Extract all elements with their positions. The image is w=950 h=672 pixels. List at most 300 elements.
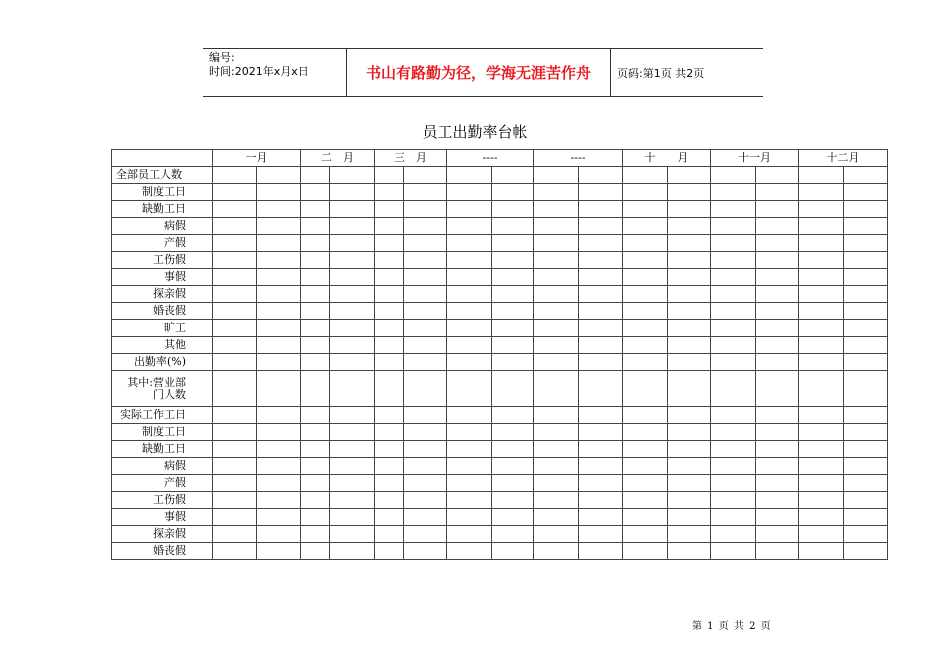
- data-cell[interactable]: [668, 218, 711, 235]
- data-cell[interactable]: [301, 371, 330, 407]
- data-cell[interactable]: [756, 167, 799, 184]
- data-cell[interactable]: [844, 303, 888, 320]
- data-cell[interactable]: [492, 526, 534, 543]
- data-cell[interactable]: [711, 286, 756, 303]
- data-cell[interactable]: [213, 475, 257, 492]
- data-cell[interactable]: [756, 337, 799, 354]
- data-cell[interactable]: [375, 526, 404, 543]
- data-cell[interactable]: [799, 337, 844, 354]
- data-cell[interactable]: [375, 371, 404, 407]
- data-cell[interactable]: [623, 354, 668, 371]
- data-cell[interactable]: [330, 269, 375, 286]
- data-cell[interactable]: [844, 475, 888, 492]
- data-cell[interactable]: [330, 509, 375, 526]
- data-cell[interactable]: [799, 354, 844, 371]
- data-cell[interactable]: [213, 458, 257, 475]
- data-cell[interactable]: [330, 184, 375, 201]
- data-cell[interactable]: [404, 475, 447, 492]
- data-cell[interactable]: [623, 235, 668, 252]
- data-cell[interactable]: [668, 407, 711, 424]
- data-cell[interactable]: [623, 526, 668, 543]
- data-cell[interactable]: [711, 475, 756, 492]
- data-cell[interactable]: [756, 269, 799, 286]
- data-cell[interactable]: [756, 371, 799, 407]
- data-cell[interactable]: [579, 526, 623, 543]
- data-cell[interactable]: [492, 354, 534, 371]
- data-cell[interactable]: [404, 526, 447, 543]
- data-cell[interactable]: [756, 492, 799, 509]
- data-cell[interactable]: [257, 218, 301, 235]
- data-cell[interactable]: [799, 407, 844, 424]
- data-cell[interactable]: [330, 167, 375, 184]
- data-cell[interactable]: [213, 235, 257, 252]
- data-cell[interactable]: [623, 543, 668, 560]
- data-cell[interactable]: [404, 235, 447, 252]
- data-cell[interactable]: [375, 441, 404, 458]
- data-cell[interactable]: [301, 492, 330, 509]
- data-cell[interactable]: [623, 252, 668, 269]
- data-cell[interactable]: [711, 167, 756, 184]
- data-cell[interactable]: [844, 424, 888, 441]
- data-cell[interactable]: [844, 492, 888, 509]
- data-cell[interactable]: [668, 269, 711, 286]
- data-cell[interactable]: [447, 320, 492, 337]
- data-cell[interactable]: [301, 303, 330, 320]
- data-cell[interactable]: [492, 218, 534, 235]
- data-cell[interactable]: [579, 543, 623, 560]
- data-cell[interactable]: [534, 235, 579, 252]
- data-cell[interactable]: [492, 458, 534, 475]
- data-cell[interactable]: [668, 320, 711, 337]
- data-cell[interactable]: [447, 475, 492, 492]
- data-cell[interactable]: [404, 509, 447, 526]
- data-cell[interactable]: [492, 269, 534, 286]
- data-cell[interactable]: [213, 354, 257, 371]
- data-cell[interactable]: [579, 441, 623, 458]
- data-cell[interactable]: [799, 235, 844, 252]
- data-cell[interactable]: [257, 320, 301, 337]
- data-cell[interactable]: [375, 201, 404, 218]
- data-cell[interactable]: [756, 509, 799, 526]
- data-cell[interactable]: [447, 303, 492, 320]
- data-cell[interactable]: [579, 184, 623, 201]
- data-cell[interactable]: [756, 458, 799, 475]
- data-cell[interactable]: [301, 184, 330, 201]
- data-cell[interactable]: [301, 167, 330, 184]
- data-cell[interactable]: [799, 167, 844, 184]
- data-cell[interactable]: [257, 526, 301, 543]
- data-cell[interactable]: [404, 354, 447, 371]
- data-cell[interactable]: [257, 492, 301, 509]
- data-cell[interactable]: [623, 475, 668, 492]
- data-cell[interactable]: [668, 286, 711, 303]
- data-cell[interactable]: [579, 475, 623, 492]
- data-cell[interactable]: [799, 475, 844, 492]
- data-cell[interactable]: [213, 320, 257, 337]
- data-cell[interactable]: [404, 167, 447, 184]
- data-cell[interactable]: [668, 492, 711, 509]
- data-cell[interactable]: [330, 458, 375, 475]
- data-cell[interactable]: [534, 509, 579, 526]
- data-cell[interactable]: [756, 320, 799, 337]
- data-cell[interactable]: [534, 269, 579, 286]
- data-cell[interactable]: [756, 475, 799, 492]
- data-cell[interactable]: [301, 509, 330, 526]
- data-cell[interactable]: [844, 184, 888, 201]
- data-cell[interactable]: [404, 286, 447, 303]
- data-cell[interactable]: [492, 371, 534, 407]
- data-cell[interactable]: [534, 218, 579, 235]
- data-cell[interactable]: [799, 441, 844, 458]
- data-cell[interactable]: [623, 269, 668, 286]
- data-cell[interactable]: [534, 441, 579, 458]
- data-cell[interactable]: [668, 235, 711, 252]
- data-cell[interactable]: [257, 184, 301, 201]
- data-cell[interactable]: [213, 269, 257, 286]
- data-cell[interactable]: [668, 526, 711, 543]
- data-cell[interactable]: [375, 252, 404, 269]
- data-cell[interactable]: [213, 543, 257, 560]
- data-cell[interactable]: [756, 252, 799, 269]
- data-cell[interactable]: [375, 509, 404, 526]
- data-cell[interactable]: [447, 354, 492, 371]
- data-cell[interactable]: [668, 303, 711, 320]
- data-cell[interactable]: [711, 492, 756, 509]
- data-cell[interactable]: [404, 371, 447, 407]
- data-cell[interactable]: [844, 218, 888, 235]
- data-cell[interactable]: [579, 167, 623, 184]
- data-cell[interactable]: [668, 167, 711, 184]
- data-cell[interactable]: [579, 337, 623, 354]
- data-cell[interactable]: [579, 371, 623, 407]
- data-cell[interactable]: [330, 252, 375, 269]
- data-cell[interactable]: [534, 475, 579, 492]
- data-cell[interactable]: [844, 252, 888, 269]
- data-cell[interactable]: [534, 184, 579, 201]
- data-cell[interactable]: [492, 441, 534, 458]
- data-cell[interactable]: [404, 201, 447, 218]
- data-cell[interactable]: [623, 509, 668, 526]
- data-cell[interactable]: [579, 235, 623, 252]
- data-cell[interactable]: [668, 509, 711, 526]
- data-cell[interactable]: [330, 286, 375, 303]
- data-cell[interactable]: [756, 235, 799, 252]
- data-cell[interactable]: [579, 303, 623, 320]
- data-cell[interactable]: [447, 509, 492, 526]
- data-cell[interactable]: [756, 424, 799, 441]
- data-cell[interactable]: [492, 320, 534, 337]
- data-cell[interactable]: [711, 424, 756, 441]
- data-cell[interactable]: [257, 424, 301, 441]
- data-cell[interactable]: [844, 354, 888, 371]
- data-cell[interactable]: [756, 286, 799, 303]
- data-cell[interactable]: [213, 441, 257, 458]
- data-cell[interactable]: [213, 509, 257, 526]
- data-cell[interactable]: [404, 441, 447, 458]
- data-cell[interactable]: [579, 492, 623, 509]
- data-cell[interactable]: [447, 201, 492, 218]
- data-cell[interactable]: [534, 167, 579, 184]
- data-cell[interactable]: [301, 269, 330, 286]
- data-cell[interactable]: [492, 235, 534, 252]
- data-cell[interactable]: [534, 526, 579, 543]
- data-cell[interactable]: [447, 441, 492, 458]
- data-cell[interactable]: [711, 303, 756, 320]
- data-cell[interactable]: [711, 441, 756, 458]
- data-cell[interactable]: [799, 201, 844, 218]
- data-cell[interactable]: [301, 235, 330, 252]
- data-cell[interactable]: [799, 543, 844, 560]
- data-cell[interactable]: [330, 303, 375, 320]
- data-cell[interactable]: [534, 407, 579, 424]
- data-cell[interactable]: [375, 354, 404, 371]
- data-cell[interactable]: [711, 371, 756, 407]
- data-cell[interactable]: [447, 235, 492, 252]
- data-cell[interactable]: [330, 475, 375, 492]
- data-cell[interactable]: [375, 303, 404, 320]
- data-cell[interactable]: [404, 320, 447, 337]
- data-cell[interactable]: [330, 371, 375, 407]
- data-cell[interactable]: [623, 320, 668, 337]
- data-cell[interactable]: [404, 252, 447, 269]
- data-cell[interactable]: [799, 184, 844, 201]
- data-cell[interactable]: [375, 475, 404, 492]
- data-cell[interactable]: [799, 526, 844, 543]
- data-cell[interactable]: [711, 218, 756, 235]
- data-cell[interactable]: [711, 252, 756, 269]
- data-cell[interactable]: [330, 337, 375, 354]
- data-cell[interactable]: [534, 371, 579, 407]
- data-cell[interactable]: [799, 286, 844, 303]
- data-cell[interactable]: [330, 492, 375, 509]
- data-cell[interactable]: [213, 184, 257, 201]
- data-cell[interactable]: [375, 337, 404, 354]
- data-cell[interactable]: [404, 303, 447, 320]
- data-cell[interactable]: [492, 184, 534, 201]
- data-cell[interactable]: [213, 201, 257, 218]
- data-cell[interactable]: [623, 407, 668, 424]
- data-cell[interactable]: [799, 424, 844, 441]
- data-cell[interactable]: [756, 354, 799, 371]
- data-cell[interactable]: [492, 492, 534, 509]
- data-cell[interactable]: [711, 184, 756, 201]
- data-cell[interactable]: [301, 424, 330, 441]
- data-cell[interactable]: [668, 184, 711, 201]
- data-cell[interactable]: [623, 492, 668, 509]
- data-cell[interactable]: [756, 407, 799, 424]
- data-cell[interactable]: [301, 354, 330, 371]
- data-cell[interactable]: [579, 407, 623, 424]
- data-cell[interactable]: [579, 286, 623, 303]
- data-cell[interactable]: [534, 201, 579, 218]
- data-cell[interactable]: [375, 407, 404, 424]
- data-cell[interactable]: [447, 337, 492, 354]
- data-cell[interactable]: [623, 424, 668, 441]
- data-cell[interactable]: [213, 218, 257, 235]
- data-cell[interactable]: [711, 337, 756, 354]
- data-cell[interactable]: [375, 218, 404, 235]
- data-cell[interactable]: [756, 201, 799, 218]
- data-cell[interactable]: [404, 218, 447, 235]
- data-cell[interactable]: [492, 201, 534, 218]
- data-cell[interactable]: [301, 320, 330, 337]
- data-cell[interactable]: [301, 201, 330, 218]
- data-cell[interactable]: [375, 424, 404, 441]
- data-cell[interactable]: [534, 337, 579, 354]
- data-cell[interactable]: [799, 371, 844, 407]
- data-cell[interactable]: [447, 167, 492, 184]
- data-cell[interactable]: [844, 543, 888, 560]
- data-cell[interactable]: [844, 441, 888, 458]
- data-cell[interactable]: [668, 424, 711, 441]
- data-cell[interactable]: [301, 526, 330, 543]
- data-cell[interactable]: [257, 337, 301, 354]
- data-cell[interactable]: [844, 201, 888, 218]
- data-cell[interactable]: [492, 303, 534, 320]
- data-cell[interactable]: [492, 252, 534, 269]
- data-cell[interactable]: [623, 218, 668, 235]
- data-cell[interactable]: [447, 286, 492, 303]
- data-cell[interactable]: [756, 184, 799, 201]
- data-cell[interactable]: [668, 252, 711, 269]
- data-cell[interactable]: [447, 492, 492, 509]
- data-cell[interactable]: [330, 320, 375, 337]
- data-cell[interactable]: [844, 286, 888, 303]
- data-cell[interactable]: [492, 509, 534, 526]
- data-cell[interactable]: [404, 407, 447, 424]
- data-cell[interactable]: [492, 475, 534, 492]
- data-cell[interactable]: [492, 407, 534, 424]
- data-cell[interactable]: [301, 252, 330, 269]
- data-cell[interactable]: [375, 269, 404, 286]
- data-cell[interactable]: [623, 458, 668, 475]
- data-cell[interactable]: [668, 337, 711, 354]
- data-cell[interactable]: [579, 252, 623, 269]
- data-cell[interactable]: [404, 184, 447, 201]
- data-cell[interactable]: [257, 286, 301, 303]
- data-cell[interactable]: [330, 235, 375, 252]
- data-cell[interactable]: [447, 526, 492, 543]
- data-cell[interactable]: [447, 407, 492, 424]
- data-cell[interactable]: [711, 526, 756, 543]
- data-cell[interactable]: [301, 543, 330, 560]
- data-cell[interactable]: [330, 407, 375, 424]
- data-cell[interactable]: [756, 303, 799, 320]
- data-cell[interactable]: [257, 509, 301, 526]
- data-cell[interactable]: [213, 303, 257, 320]
- data-cell[interactable]: [668, 441, 711, 458]
- data-cell[interactable]: [711, 354, 756, 371]
- data-cell[interactable]: [404, 543, 447, 560]
- data-cell[interactable]: [257, 475, 301, 492]
- data-cell[interactable]: [579, 458, 623, 475]
- data-cell[interactable]: [447, 269, 492, 286]
- data-cell[interactable]: [330, 543, 375, 560]
- data-cell[interactable]: [579, 269, 623, 286]
- data-cell[interactable]: [404, 269, 447, 286]
- data-cell[interactable]: [799, 303, 844, 320]
- data-cell[interactable]: [756, 218, 799, 235]
- data-cell[interactable]: [257, 371, 301, 407]
- data-cell[interactable]: [447, 184, 492, 201]
- data-cell[interactable]: [492, 286, 534, 303]
- data-cell[interactable]: [579, 424, 623, 441]
- data-cell[interactable]: [799, 458, 844, 475]
- data-cell[interactable]: [623, 184, 668, 201]
- data-cell[interactable]: [534, 543, 579, 560]
- data-cell[interactable]: [579, 201, 623, 218]
- data-cell[interactable]: [534, 492, 579, 509]
- data-cell[interactable]: [447, 371, 492, 407]
- data-cell[interactable]: [579, 320, 623, 337]
- data-cell[interactable]: [799, 252, 844, 269]
- data-cell[interactable]: [492, 424, 534, 441]
- data-cell[interactable]: [534, 320, 579, 337]
- data-cell[interactable]: [844, 407, 888, 424]
- data-cell[interactable]: [579, 218, 623, 235]
- data-cell[interactable]: [301, 218, 330, 235]
- data-cell[interactable]: [375, 320, 404, 337]
- data-cell[interactable]: [623, 303, 668, 320]
- data-cell[interactable]: [492, 167, 534, 184]
- data-cell[interactable]: [330, 441, 375, 458]
- data-cell[interactable]: [257, 543, 301, 560]
- data-cell[interactable]: [756, 543, 799, 560]
- data-cell[interactable]: [375, 458, 404, 475]
- data-cell[interactable]: [404, 337, 447, 354]
- data-cell[interactable]: [844, 371, 888, 407]
- data-cell[interactable]: [711, 543, 756, 560]
- data-cell[interactable]: [257, 269, 301, 286]
- data-cell[interactable]: [330, 218, 375, 235]
- data-cell[interactable]: [447, 424, 492, 441]
- data-cell[interactable]: [213, 252, 257, 269]
- data-cell[interactable]: [799, 509, 844, 526]
- data-cell[interactable]: [330, 201, 375, 218]
- data-cell[interactable]: [404, 492, 447, 509]
- data-cell[interactable]: [623, 371, 668, 407]
- data-cell[interactable]: [257, 407, 301, 424]
- data-cell[interactable]: [447, 252, 492, 269]
- data-cell[interactable]: [213, 424, 257, 441]
- data-cell[interactable]: [711, 320, 756, 337]
- data-cell[interactable]: [257, 201, 301, 218]
- data-cell[interactable]: [756, 526, 799, 543]
- data-cell[interactable]: [623, 337, 668, 354]
- data-cell[interactable]: [623, 286, 668, 303]
- data-cell[interactable]: [668, 201, 711, 218]
- data-cell[interactable]: [375, 543, 404, 560]
- data-cell[interactable]: [404, 424, 447, 441]
- data-cell[interactable]: [301, 286, 330, 303]
- data-cell[interactable]: [711, 201, 756, 218]
- data-cell[interactable]: [668, 371, 711, 407]
- data-cell[interactable]: [668, 475, 711, 492]
- data-cell[interactable]: [301, 441, 330, 458]
- data-cell[interactable]: [375, 184, 404, 201]
- data-cell[interactable]: [799, 320, 844, 337]
- data-cell[interactable]: [213, 492, 257, 509]
- data-cell[interactable]: [301, 458, 330, 475]
- data-cell[interactable]: [844, 337, 888, 354]
- data-cell[interactable]: [711, 509, 756, 526]
- data-cell[interactable]: [579, 354, 623, 371]
- data-cell[interactable]: [492, 543, 534, 560]
- data-cell[interactable]: [213, 526, 257, 543]
- data-cell[interactable]: [447, 543, 492, 560]
- data-cell[interactable]: [844, 458, 888, 475]
- data-cell[interactable]: [711, 235, 756, 252]
